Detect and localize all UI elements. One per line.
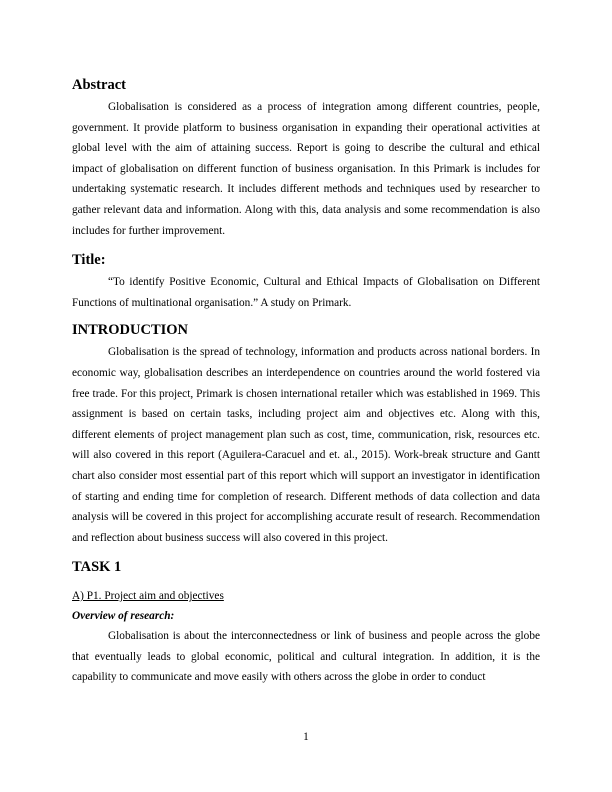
introduction-text: Globalisation is the spread of technology, information and products across national borders. In economic way, globalisation describes an interdependence on countries around the world fostered via free trade. For this project, Primark is chosen international retailer which was established in 1969. This assignment is based on certain tasks, including project aim and objectives etc. Along with this, different elements of project management plan such as cost, time, communication, risk, resources etc. will also covered in this report (Aguilera-Caracuel and et. al., 2015). Work-break structure and Gantt chart also consider most essential part of this report which will support an investigator in identification of starting and ending time for completion of research. Different methods of data collection and data analysis will be covered in this project for accomplishing accurate result of research. Recommendation and reflection about business success will also covered in this project. xyxy=(72,346,540,544)
task1-text: Globalisation is about the interconnectedness or link of business and people across the globe that eventually leads to global economic, political and cultural integration. In addition, it is the capability to communicate and move easily with others across the globe in order to conduct xyxy=(72,630,540,684)
abstract-text: Globalisation is considered as a process of integration among different countries, people, government. It provide platform to business organisation in expanding their operational activities at global level with the aim of attaining success. Report is going to describe the cultural and ethical impact of globalisation on different function of business organisation. In this Primark is includes for undertaking systematic research. It includes different methods and techniques used by researcher to gather relevant data and information. Along with this, data analysis and some recommendation is also includes for further improvement. xyxy=(72,101,540,237)
overview-label: Overview of research: xyxy=(72,610,175,623)
title-text: “To identify Positive Economic, Cultural and Ethical Impacts of Globalisation on Different Functions of multinational organisation.” A study on Primark. xyxy=(72,276,540,309)
document-page xyxy=(72,76,540,688)
title-heading: Title: xyxy=(72,252,106,269)
task1-heading: TASK 1 xyxy=(72,559,122,576)
introduction-heading: INTRODUCTION xyxy=(72,322,189,339)
abstract-heading: Abstract xyxy=(72,77,126,93)
task1-subheading: A) P1. Project aim and objectives xyxy=(72,590,224,603)
page-number: 1 xyxy=(303,731,309,743)
